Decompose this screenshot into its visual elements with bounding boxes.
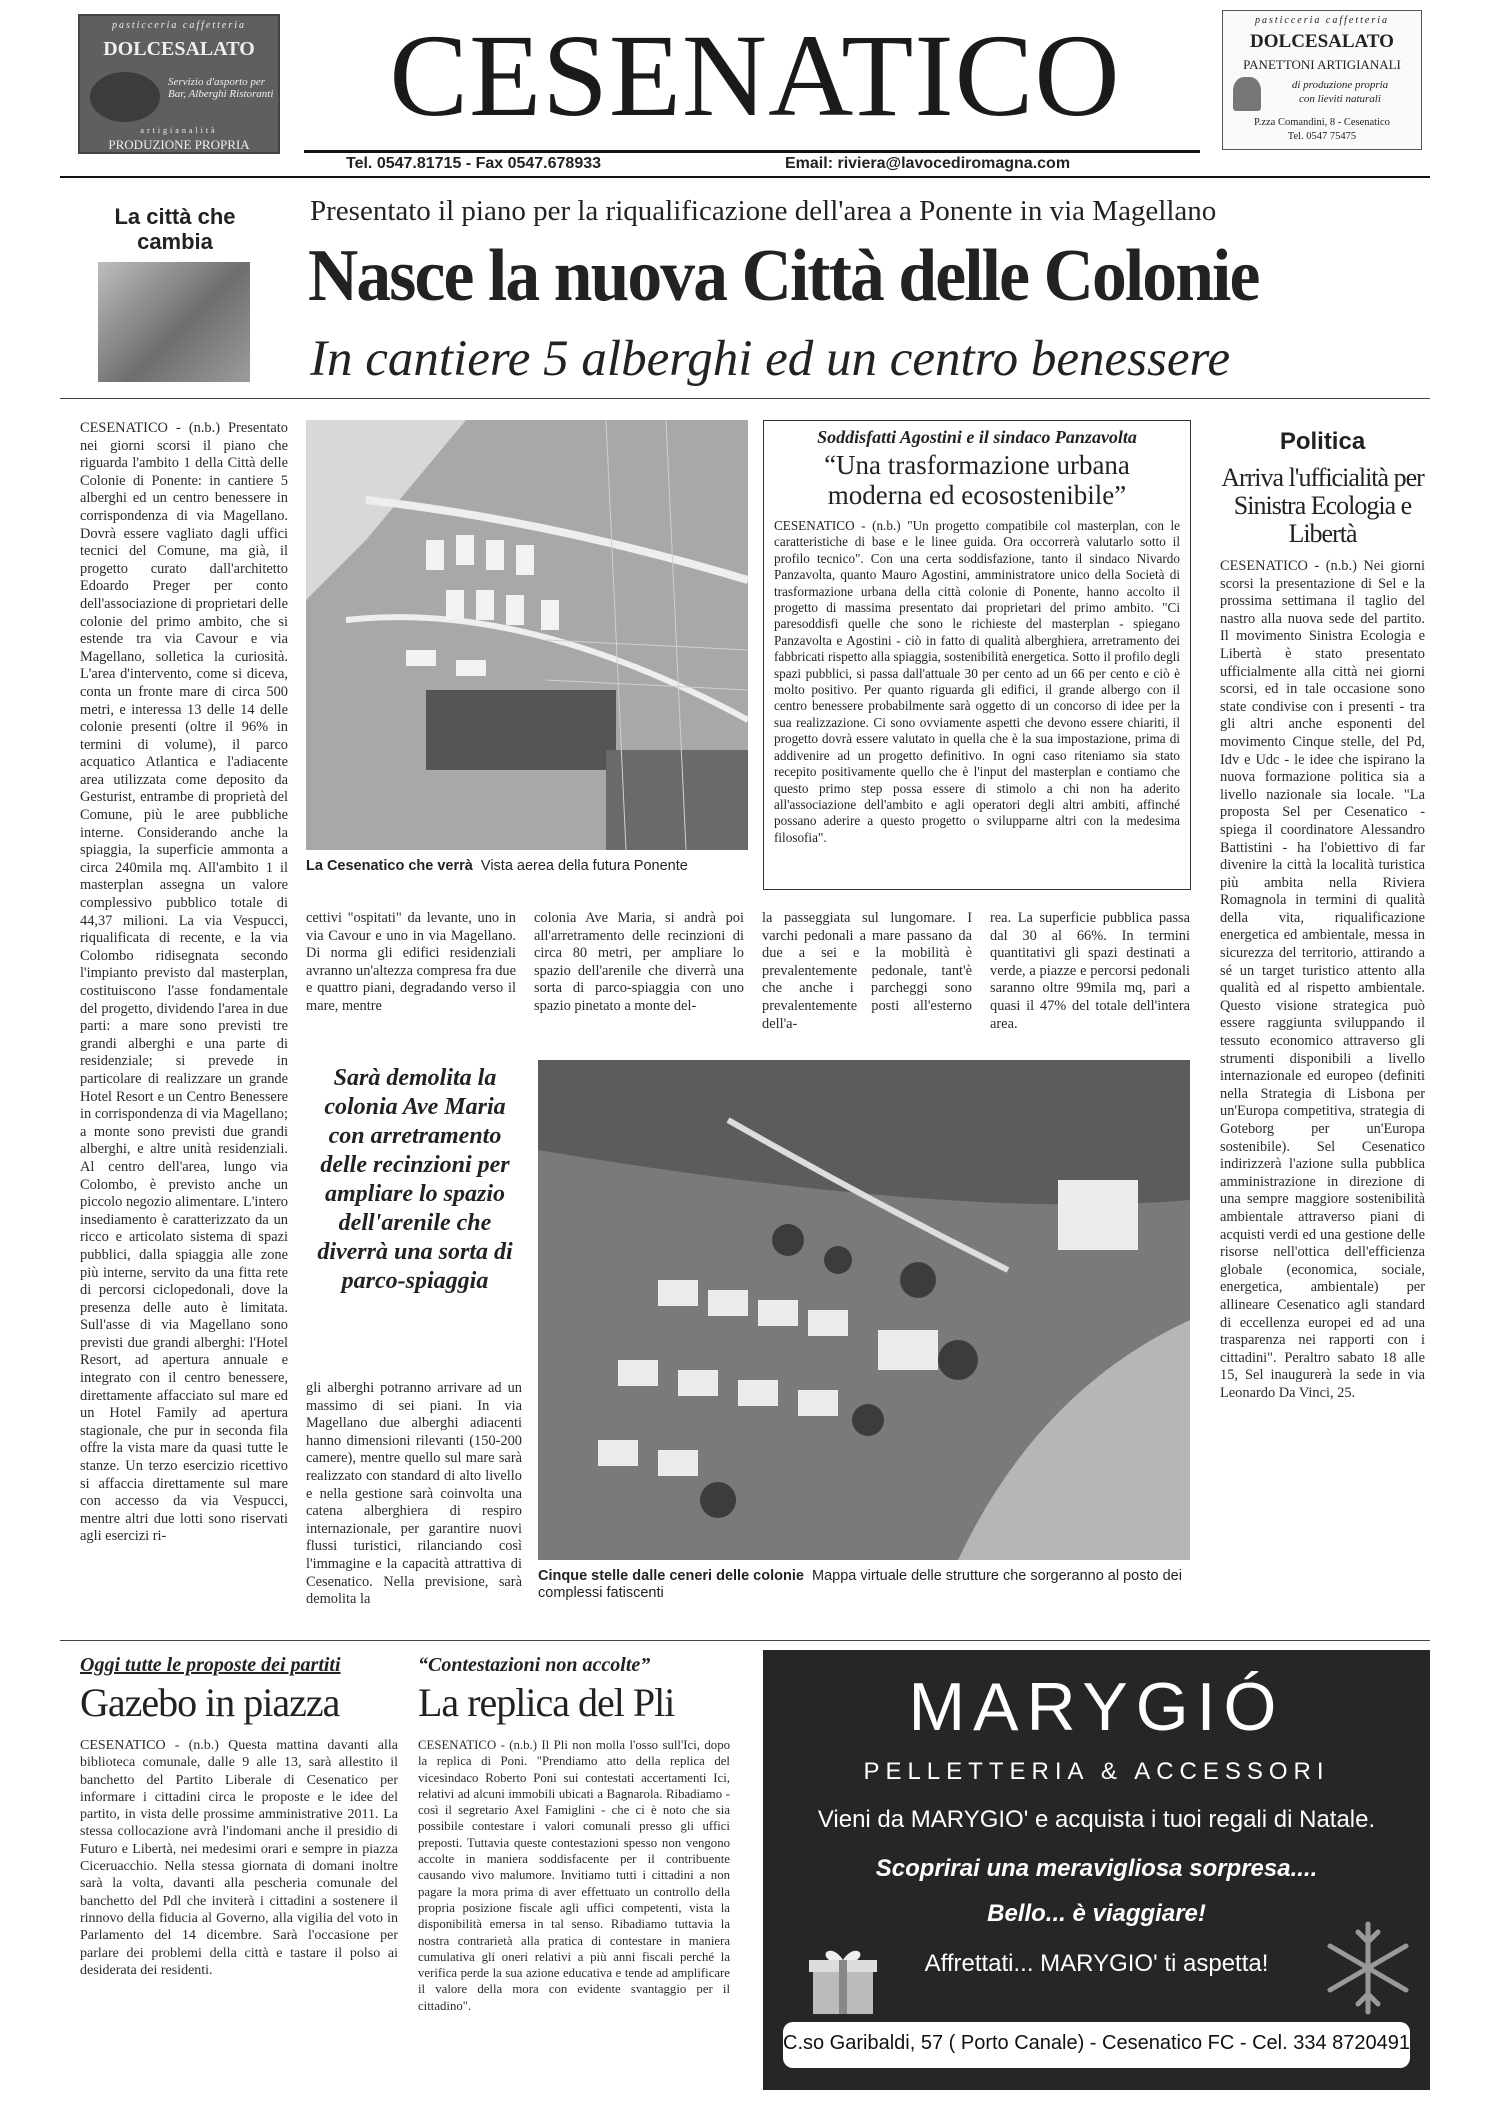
ad-right-line2: di produzione propria xyxy=(1291,79,1389,91)
pli-headline: La replica del Pli xyxy=(418,1680,675,1725)
ad-dolcesalato-right xyxy=(1222,10,1422,150)
politics-label: Politica xyxy=(1279,428,1366,455)
pli-body: CESENATICO - (n.b.) Il Pli non molla l'osso sull'Ici, dopo la replica di Poni. "Prendiamo atto della replica del vicesindaco Roberto Poni sui contestati accertamenti Ici, relativi ad alcuni immobili ubicati a Bagnarola. Ribadiamo - così il segretario Axel Famiglini - che ci è noto che sia possibile contestare i valori comunali presso gli uffici preposti. Tuttavia queste contestazioni spesso non vengono accolte in maniera soddisfacente per il contribuente causando vivo malumore. Invitiamo tutti i cittadini a non pagare la mora prima di aver effettuato un controllo della propria posizione fiscale agli uffici competenti, vista la disponibilità emersa in tal senso. Ribadiamo tuttavia la nostra contrarietà alla pratica di contestare in maniera cumulativa gli oneri relativi a più anni fiscali perché la verifica perde la sua azione educativa e tende ad amplificare il valore della mora con evidente svantaggio per il cittadino". xyxy=(418,1738,730,2013)
politics-column xyxy=(1220,428,1425,1618)
main-col-1-text: CESENATICO - (n.b.) Presentato nei giorni scorsi il piano che riguarda l'ambito 1 della Città delle Colonie di Ponente: in cantiere 5 alberghi ed un centro benessere in corrispondenza di via Magellano. Dovrà essere vagliato dagli uffici tecnici del Comune, ma già, il progetto curato dall'architetto Edoardo Preger per conto dell'associazione di proprietari delle colonie del primo ambito, che si estende tra via Cavour e via Magellano, solletica la curiosità. L'area d'intervento, come si diceva, conta un fronte mare di circa 500 metri, e interessa 13 delle 14 delle colonie presenti (oltre il 96% in termini di volume), il parco acquatico Atlantica e l'adiacente area utilizzata come deposito da Gesturist, entrambe di proprietà del Comune, più le aree pubbliche interne. Considerando anche la spiaggia, la superficie ammonta a circa 240mila mq. All'ambito 1 il masterplan assegna un valore complessivo pubblico totale di 44,37 milioni. La via Vespucci, riqualificata di recente, e la via Colombo ridisegnata secondo l'impianto previsto dal masterplan, costituiscono l'asse fondamentale del progetto, dividendo l'area in due parti: a mare sono previsti tre grandi alberghi e una parte di residenziale; si prevede in particolare di realizzare un grande Hotel Resort e un Centro Benessere in corrispondenza di via Magellano; a monte sono previsti due grandi alberghi, e altre unità residenziali. Al centro dell'area, lungo via Colombo, è previsto anche un piccolo negozio alimentare. L'intero insediamento è caratterizzato da un ricco e articolato sistema di spazi pubblici, dalla spiaggia alle zone più interne, servito da una fitta rete di percorsi ciclopedonali, dove la presenza delle auto è limitata. Sull'asse di via Magellano sono previsti due grandi alberghi: l'Hotel Resort, ad apertura annuale e integrato con il centro benessere, direttamente affacciato sul mare ed un Hotel Family ad apertura stagionale, che pur in seconda fila offre la vista mare da quasi tutte le stanze. Un terzo esercizio ricettivo si affaccia direttamente sul mare con accesso da via Vespucci, mentre altri due lotti sono riservati agli esercizi ri- xyxy=(80,420,288,1545)
gazebo-article xyxy=(80,1654,398,1979)
masthead-phone: Tel. 0547.81715 - Fax 0547.678933 xyxy=(346,155,602,172)
sidebar-body: CESENATICO - (n.b.) "Un progetto compatibile col masterplan, con le caratteristiche di base e le linee guida. Ora occorrerà valutarlo sotto il profilo tecnico". Con una certa soddisfazione, tanto il sindaco Nivardo Panzavolta, quanto Mauro Agostini, amministratore unico della Società di trasformazione urbana della città colonie di Ponente, hanno accolto il progetto di massima presentato dai proprietari del primo ambito. "Ci paresoddisfi quelle che sono le richieste del masterplan - spiegano Panzavolta e Agostini - ciò in fatto di qualità alberghiera, arretramento dei fabbricati rispetto alla spiaggia, sostenibilità energetica. Sotto il profilo degli spazi pubblici, si passa dall'attuale 30 per cento ad un 66 per cento e ciò è molto positivo. Per quanto riguarda gli edifici, il grande albergo con il centro benessere probabilmente sarà oggetto di un concorso di idee per la sua realizzazione. Ci sono ovviamente aspetti che devono essere chiariti, il progetto dovrà essere valutato in quella che è la sua impostazione, prima di addivenire ad un progetto definitivo. In ogni caso riteniamo sia stato recepito positivamente quello che è l'input del masterplan e contiamo che questo primo step possa essere di stimolo a chi non ha aderito all'associazione dell'ambito e agli operatori degli altri ambiti, affinché possano aderire a questo progetto o svilupparne altri con la medesima filosofia". xyxy=(774,518,1180,845)
rendering-caption-text: Mappa virtuale delle strutture che sorgeranno al posto dei complessi fatiscenti xyxy=(538,1568,1182,1601)
marygio-line1: Vieni da MARYGIO' e acquista i tuoi regali di Natale. xyxy=(817,1806,1376,1833)
ad-right-brand: DOLCESALATO xyxy=(1250,31,1394,52)
rendering-photo xyxy=(538,1060,1190,1560)
marygio-tagline: PELLETTERIA & ACCESSORI xyxy=(863,1758,1330,1785)
aerial-caption-bold: La Cesenatico che verrà xyxy=(306,858,473,874)
pli-article xyxy=(418,1654,730,2014)
marygio-line3: Bello... è viaggiare! xyxy=(987,1900,1206,1927)
rendering-graphic xyxy=(538,1060,1190,1560)
main-kicker: Presentato il piano per la riqualificazione dell'area a Ponente in via Magellano xyxy=(310,195,1217,227)
aerial-photo-caption xyxy=(306,858,748,875)
main-col-6: gli alberghi potranno arrivare ad un massimo di sei piani. In via Magellano due alberghi adiacenti hanno dimensioni rilevanti (150-200 camere), mentre quello sul mare sarà realizzato con standard di alto livello e nella gestione sarà coinvolta una catena alberghiera di respiro internazionale, per garantire nuovi flussi turistici, rilanciando così l'immagine e la capacità attrattiva di Cesenatico. Nella previsione, sarà demolita la xyxy=(306,1380,522,1608)
cake-image xyxy=(90,72,160,122)
marygio-line2: Scoprirai una meravigliosa sorpresa.... xyxy=(875,1855,1318,1882)
masthead-title: CESENATICO xyxy=(389,10,1121,141)
ad-right-phone: Tel. 0547 75475 xyxy=(1287,131,1357,142)
sidebar-headline: “Una trasformazione urbana moderna ed ecosostenibile” xyxy=(824,450,1130,510)
pull-quote: Sarà demolita la colonia Ave Maria con arretramento delle recinzioni per ampliare lo spazio dell'arenile che diverrà una sorta di parco-spiaggia xyxy=(317,1065,513,1294)
main-col-3: colonia Ave Maria, si andrà poi all'arretramento delle recinzioni di circa 80 metri, per ampliare lo spazio dell'arenile che diverrà una sorta di parco-spiaggia con uno spazio pinetato a monte del- xyxy=(534,910,744,1014)
main-col-5: rea. La superficie pubblica passa dal 30 al 66%. In termini quantitativi gli spazi destinati a verde, a piazze e percorsi pedonali saranno oltre 99mila mq, pari a quasi il 47% del totale dell'intera area. xyxy=(990,910,1190,1032)
section-label: La città che cambia xyxy=(114,204,236,254)
ad-marygio xyxy=(763,1650,1430,2090)
ad-right-line3: con lieviti naturali xyxy=(1299,93,1381,105)
politics-headline: Arriva l'ufficialità per Sinistra Ecologia e Libertà xyxy=(1221,463,1424,548)
gazebo-kicker: Oggi tutte le proposte dei partiti xyxy=(80,1654,341,1676)
ad-right-line1: PANETTONI ARTIGIANALI xyxy=(1243,57,1401,72)
ad-left-bottom: PRODUZIONE PROPRIA xyxy=(108,137,250,152)
rendering-caption-bold: Cinque stelle dalle ceneri delle colonie xyxy=(538,1568,804,1584)
masthead-rule xyxy=(304,150,1200,153)
ad-left-brand: DOLCESALATO xyxy=(103,38,255,60)
aerial-caption-text: Vista aerea della futura Ponente xyxy=(480,858,688,874)
rendering-caption xyxy=(538,1568,1190,1602)
ad-left-text: Servizio d'asporto per Bar, Alberghi Ristoranti xyxy=(168,76,274,100)
pli-kicker: “Contestazioni non accolte” xyxy=(418,1654,651,1676)
ad-dolcesalato-left xyxy=(78,14,280,154)
ad-right-address: P.zza Comandini, 8 - Cesenatico xyxy=(1254,117,1390,128)
main-col-4: la passeggiata sul lungomare. I varchi pedonali a mare passano da due a sei e la mobilità è prevalentemente pedonale, tant'è che anche i parcheggi sono prevalentemente posti all'esterno dell'a- xyxy=(762,910,972,1032)
marygio-address: C.so Garibaldi, 57 ( Porto Canale) - Cesenatico FC - Cel. 334 8720491 xyxy=(783,2032,1410,2054)
sidebar-article-box xyxy=(763,420,1191,890)
masthead-rule-2 xyxy=(60,176,1430,178)
aerial-map-graphic xyxy=(306,420,748,850)
ad-left-bottom-small: artigianalità xyxy=(140,126,218,135)
politics-body: CESENATICO - (n.b.) Nei giorni scorsi la presentazione di Sel e la prossima settimana il taglio del nastro alla nuova sede del partito. Il movimento Sinistra Ecologia e Libertà è stato presentato ufficialmente alla città nei giorni scorsi, ed in tale occasione sono state condivise con i presenti - tra gli altri anche esponenti del movimento Cinque stelle, del Pd, Idv e Udc - le idee che ispirano la nuova formazione politica sia a livello nazionale sia locale. "La proposta Sel per Cesenatico - spiega il coordinatore Alessandro Battistini - ha l'obiettivo di far divenire la città la località turistica più ambita nella Riviera Romagnola in termini di qualità della vita, riqualificazione energetica ed ambientale, messa in sicurezza del territorio, attirando a sé un target turistico attento alla qualità ed al rispetto ambientale. Questo visione strategica può essere raggiunta sviluppando il tessuto economico attraverso gli strumenti disponibili a livello internazionale ed europeo (definiti nella Strategia di Lisbona per un'Europa competitiva, strategia di Goteborg per un'Europa sostenibile). Sel Cesenatico indirizzerà l'azione sulla pubblica amministrazione in direzione di una sempre maggiore sostenibilità ambientale attraverso piani di acquisti verdi ed una gestione delle risorse nell'ottica dell'efficienza globale (economica, sociale, energetica, ambientale) per allineare Cesenatico agli standard di eccellenza europei ed ad una trasparenza nei rapporti con i cittadini". Peraltro sabato 18 alle 15, Sel inaugurerà la sede in via Leonardo Da Vinci, 25. xyxy=(1220,558,1425,1401)
gazebo-headline: Gazebo in piazza xyxy=(80,1680,340,1725)
officials-photo xyxy=(98,262,250,382)
ad-left-brand-top: pasticceria caffetteria xyxy=(111,20,247,31)
headline-rule xyxy=(60,398,1430,399)
marygio-brand: MARYGIÓ xyxy=(908,1669,1285,1745)
aerial-photo xyxy=(306,420,748,850)
bottom-rule xyxy=(60,1640,1430,1641)
marygio-line4: Affrettati... MARYGIO' ti aspetta! xyxy=(924,1950,1269,1977)
gazebo-body: CESENATICO - (n.b.) Questa mattina davanti alla biblioteca comunale, dalle 9 alle 13, sarà allestito il banchetto del Partito Liberale di Cesenatico per informare i cittadini circa le proposte e le idee del partito, in vista delle prossime amministrative 2011. La stessa collocazione avrà l'indomani anche il presidio di Futuro e Libertà, nei medesimi orari e sempre in piazza Ciceruacchio. Nella stessa giornata di domani inoltre sarà la volta, davanti alla pescheria comunale del banchetto del Pdl che inviterà i cittadini a sostenere il rinnovo della fiducia al Governo, alla vigilia del voto in Parlamento del 14 dicembre. Sarà l'occasione per parlare dei problemi della città e tastare il polso ai desiderata dei residenti. xyxy=(80,1738,398,1978)
main-subhead: In cantiere 5 alberghi ed un centro benessere xyxy=(310,331,1231,387)
sidebar-kicker: Soddisfatti Agostini e il sindaco Panzavolta xyxy=(817,427,1137,447)
ad-right-brand-top: pasticceria caffetteria xyxy=(1254,15,1390,26)
main-headline: Nasce la nuova Città delle Colonie xyxy=(308,235,1259,317)
masthead-email: Email: riviera@lavocediromagna.com xyxy=(785,155,1071,172)
panettone-image xyxy=(1233,77,1261,111)
main-col-2: cettivi "ospitati" da levante, uno in via Cavour e uno in via Magellano. Di norma gli edifici residenziali avranno un'altezza compresa fra due e quattro piani, degradando verso il mare, mentre xyxy=(306,910,516,1014)
